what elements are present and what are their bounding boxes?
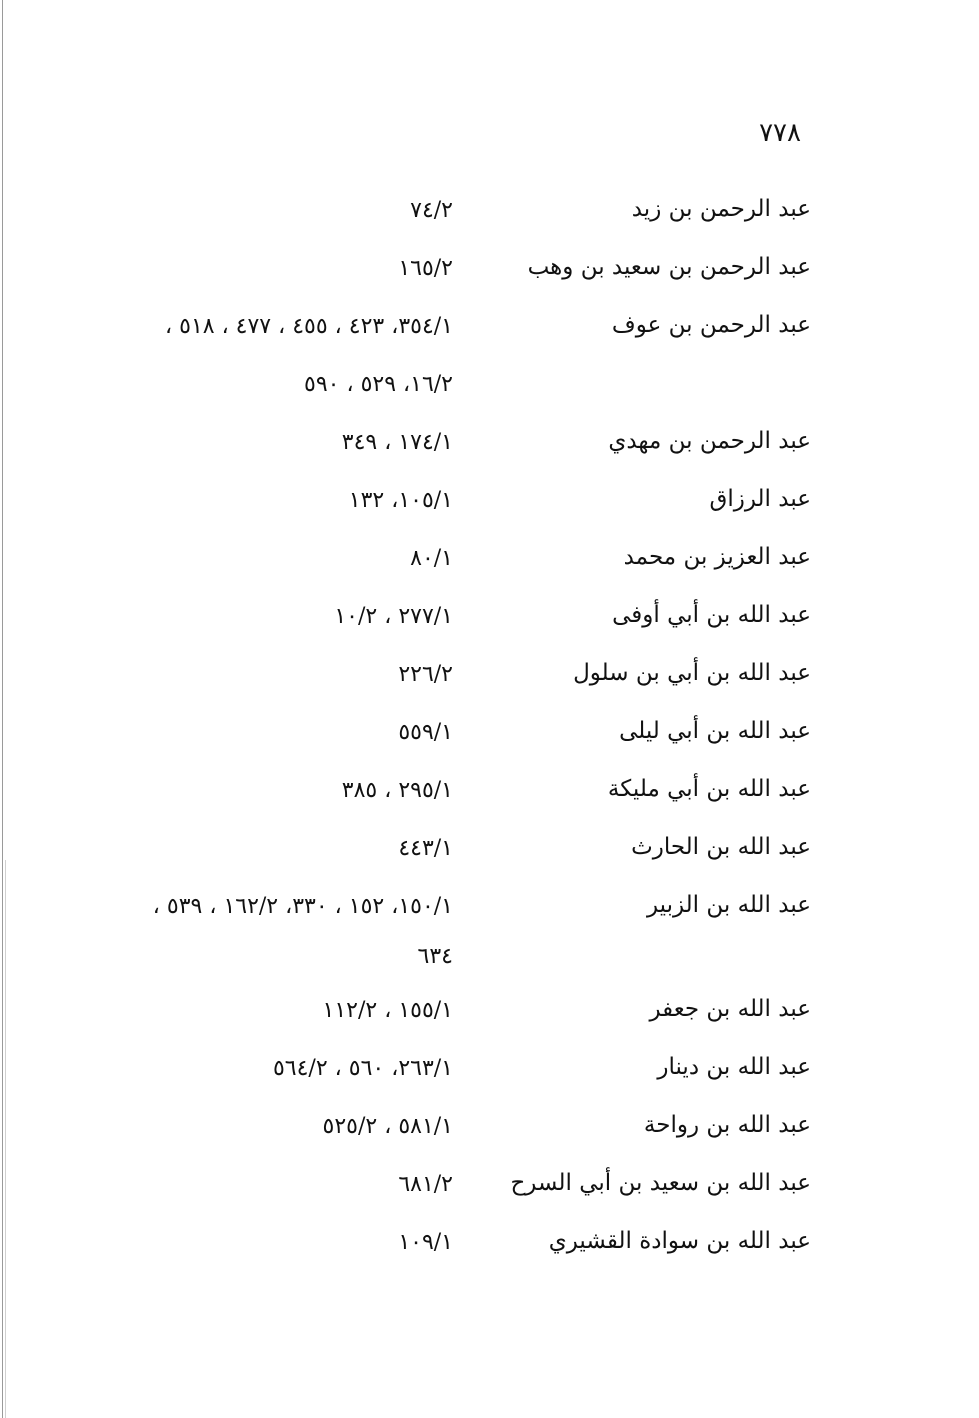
entry-refs: ٧٤/٢ bbox=[410, 198, 453, 223]
entry-refs: ١٠٥/١، ١٣٢ bbox=[348, 488, 453, 513]
entry-refs: ٦٨١/٢ bbox=[398, 1172, 453, 1197]
index-entry bbox=[0, 1170, 979, 1210]
entry-refs: ٢٩٥/١ ، ٣٨٥ bbox=[341, 778, 453, 803]
entry-name: عبد الرحمن بن سعيد بن وهب bbox=[527, 254, 811, 280]
index-entry bbox=[0, 1228, 979, 1268]
entry-refs: ١٥٠/١، ١٥٢ ، ٣٣٠، ١٦٢/٢ ، ٥٣٩ ، bbox=[152, 894, 453, 919]
index-entry bbox=[0, 892, 979, 932]
entry-refs: ١٠٩/١ bbox=[398, 1230, 453, 1255]
index-entry bbox=[0, 1112, 979, 1152]
index-entry bbox=[0, 1054, 979, 1094]
entry-refs: ٥٥٩/١ bbox=[398, 720, 453, 745]
entry-name: عبد الله بن رواحة bbox=[643, 1112, 811, 1138]
entry-name: عبد الرحمن بن زيد bbox=[631, 196, 811, 222]
entry-name: عبد الله بن دينار bbox=[657, 1054, 811, 1080]
entry-refs-continued: ٦٣٤ bbox=[417, 944, 453, 969]
entry-refs: ٤٤٣/١ bbox=[398, 836, 453, 861]
entry-refs: ٣٥٤/١، ٤٢٣ ، ٤٥٥ ، ٤٧٧ ، ٥١٨ ، bbox=[165, 314, 453, 339]
entry-name: عبد الله بن أبي ليلى bbox=[619, 718, 811, 744]
entry-name: عبد الرزاق bbox=[709, 486, 811, 512]
entry-name: عبد الله بن أبي أوفى bbox=[612, 602, 811, 628]
entry-name: عبد الله بن الزبير bbox=[646, 892, 811, 918]
index-entry bbox=[0, 428, 979, 468]
entry-name: عبد الله بن أبي بن سلول bbox=[573, 660, 811, 686]
index-entry bbox=[0, 312, 979, 352]
entry-name: عبد الله بن سعيد بن أبي السرح bbox=[510, 1170, 811, 1196]
entry-refs: ٨٠/١ bbox=[410, 546, 453, 571]
index-entry bbox=[0, 718, 979, 758]
index-entry bbox=[0, 544, 979, 584]
entry-refs: ٥٨١/١ ، ٥٢٥/٢ bbox=[322, 1114, 453, 1139]
entry-name: عبد الله بن جعفر bbox=[649, 996, 811, 1022]
entry-name: عبد الله بن سوادة القشيري bbox=[548, 1228, 811, 1254]
entry-name: عبد الله بن الحارث bbox=[631, 834, 811, 860]
entry-refs: ١٥٥/١ ، ١١٢/٢ bbox=[322, 998, 453, 1023]
entry-name: عبد الله بن أبي مليكة bbox=[607, 776, 811, 802]
index-entry bbox=[0, 254, 979, 294]
entry-refs: ١٧٤/١ ، ٣٤٩ bbox=[341, 430, 453, 455]
index-entry bbox=[0, 996, 979, 1036]
index-entry bbox=[0, 196, 979, 236]
entry-refs: ١٦٥/٢ bbox=[398, 256, 453, 281]
index-entry bbox=[0, 602, 979, 642]
index-entry bbox=[0, 660, 979, 700]
page-number: ٧٧٨ bbox=[759, 118, 801, 148]
entry-refs-continued: ١٦/٢، ٥٢٩ ، ٥٩٠ bbox=[304, 372, 453, 397]
index-entry bbox=[0, 834, 979, 874]
index-entry bbox=[0, 486, 979, 526]
entry-name: عبد الرحمن بن مهدي bbox=[608, 428, 811, 454]
entry-refs: ٢٢٦/٢ bbox=[398, 662, 453, 687]
entry-name: عبد العزيز بن محمد bbox=[623, 544, 811, 570]
entry-refs: ٢٧٧/١ ، ١٠/٢ bbox=[334, 604, 453, 629]
index-entry bbox=[0, 776, 979, 816]
entry-refs: ٢٦٣/١، ٥٦٠ ، ٥٦٤/٢ bbox=[272, 1056, 453, 1081]
entry-name: عبد الرحمن بن عوف bbox=[611, 312, 811, 338]
